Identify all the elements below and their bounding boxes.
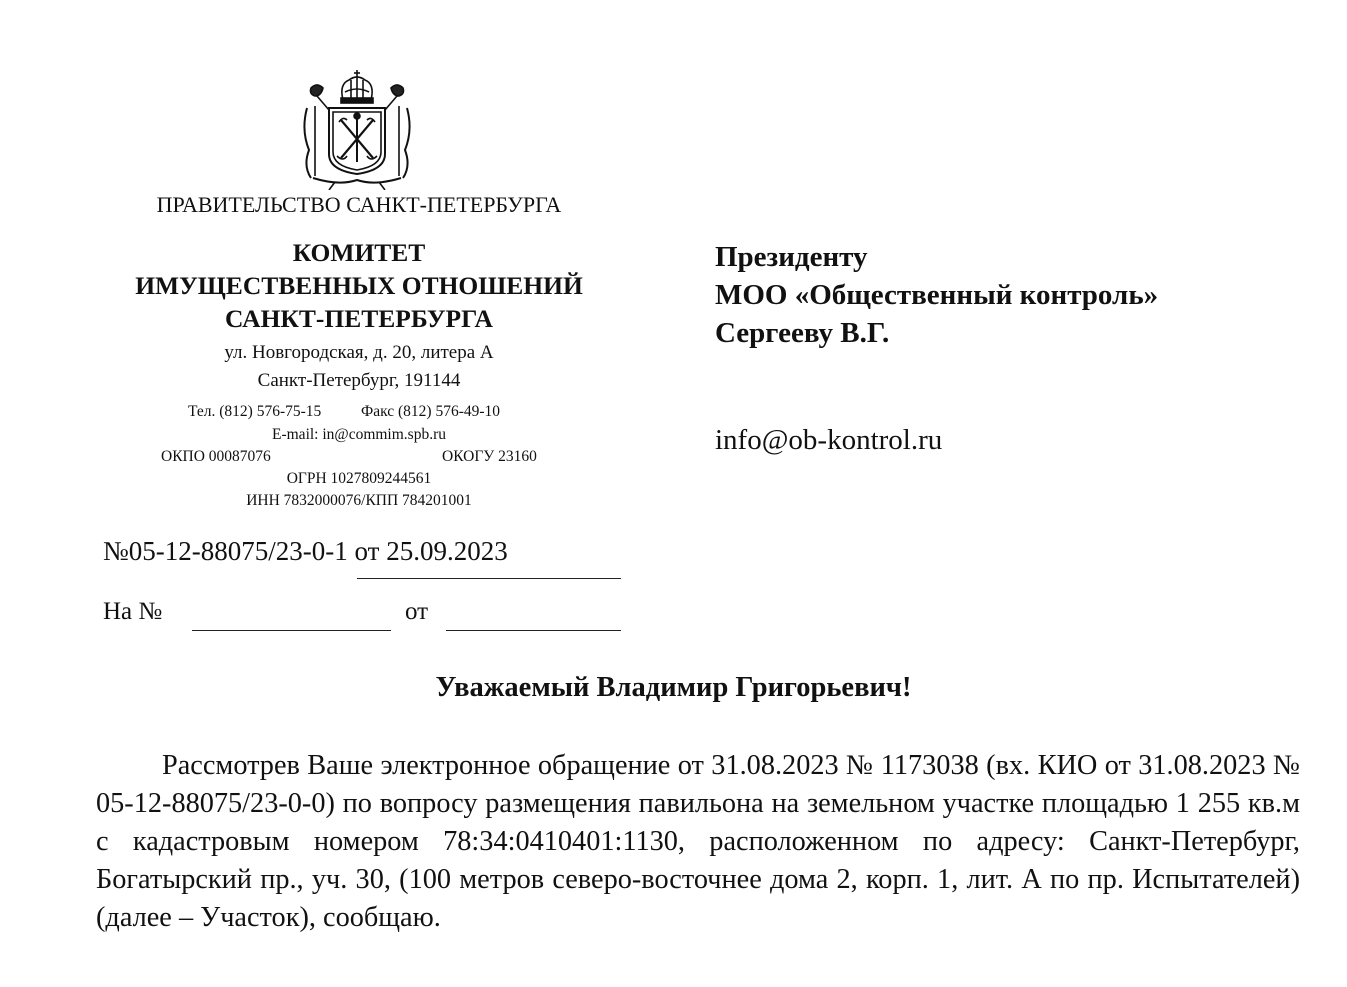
committee-title-line-2: ИМУЩЕСТВЕННЫХ ОТНОШЕНИЙ bbox=[135, 271, 583, 300]
greeting: Уважаемый Владимир Григорьевич! bbox=[435, 672, 912, 703]
outgoing-number-line bbox=[103, 536, 508, 567]
addressee-organization: МОО «Общественный контроль» bbox=[715, 279, 1159, 311]
body-paragraph-text: Рассмотрев Ваше электронное обращение от 31.08.2023 № 1173038 (вх. КИО от 31.08.2023 № 05-12-88075/23-0-0) по вопросу размещения павильона на земельном участке площадью 1 255 кв.м с кадастровым номером 78:34:0410401:1130, расположенном по адресу: Санкт-Петербург, Богатырский пр., уч. 30, (100 метров северо-восточнее дома 2, корп. 1, лит. А по пр. Испытателей) (далее – Участок), сообщаю. bbox=[96, 750, 1300, 933]
addressee-email: info@ob-kontrol.ru bbox=[715, 424, 943, 456]
outgoing-date-underline bbox=[357, 578, 621, 579]
committee-title-line-1: КОМИТЕТ bbox=[292, 238, 426, 267]
coat-of-arms-emblem bbox=[299, 70, 415, 190]
addressee-name: Сергееву В.Г. bbox=[715, 317, 890, 349]
committee-email: E-mail: in@commim.spb.ru bbox=[272, 426, 446, 443]
address-city: Санкт-Петербург, 191144 bbox=[257, 370, 461, 391]
okogu: ОКОГУ 23160 bbox=[442, 448, 537, 465]
addressee-block bbox=[715, 238, 1158, 352]
inn-kpp: ИНН 7832000076/КПП 784201001 bbox=[246, 492, 472, 509]
reply-to-from-label: от bbox=[405, 598, 429, 625]
government-title: ПРАВИТЕЛЬСТВО САНКТ-ПЕТЕРБУРГА bbox=[156, 192, 562, 217]
outgoing-date: 25.09.2023 bbox=[386, 536, 508, 566]
outgoing-number: №05-12-88075/23-0-1 bbox=[103, 536, 348, 566]
reply-to-date-blank bbox=[446, 630, 621, 631]
okpo: ОКПО 00087076 bbox=[161, 448, 271, 465]
fax: Факс (812) 576-49-10 bbox=[361, 403, 501, 420]
reply-to-number-blank bbox=[192, 630, 391, 631]
phone: Тел. (812) 576-75-15 bbox=[188, 403, 322, 420]
address-street: ул. Новгородская, д. 20, литера А bbox=[224, 342, 494, 363]
outgoing-from-label: от bbox=[354, 536, 380, 566]
ogrn: ОГРН 1027809244561 bbox=[286, 470, 432, 487]
addressee-position: Президенту bbox=[715, 241, 868, 273]
committee-title-line-3: САНКТ-ПЕТЕРБУРГА bbox=[225, 304, 493, 333]
body-paragraph bbox=[96, 747, 1300, 937]
reply-to-label: На № bbox=[103, 598, 163, 625]
